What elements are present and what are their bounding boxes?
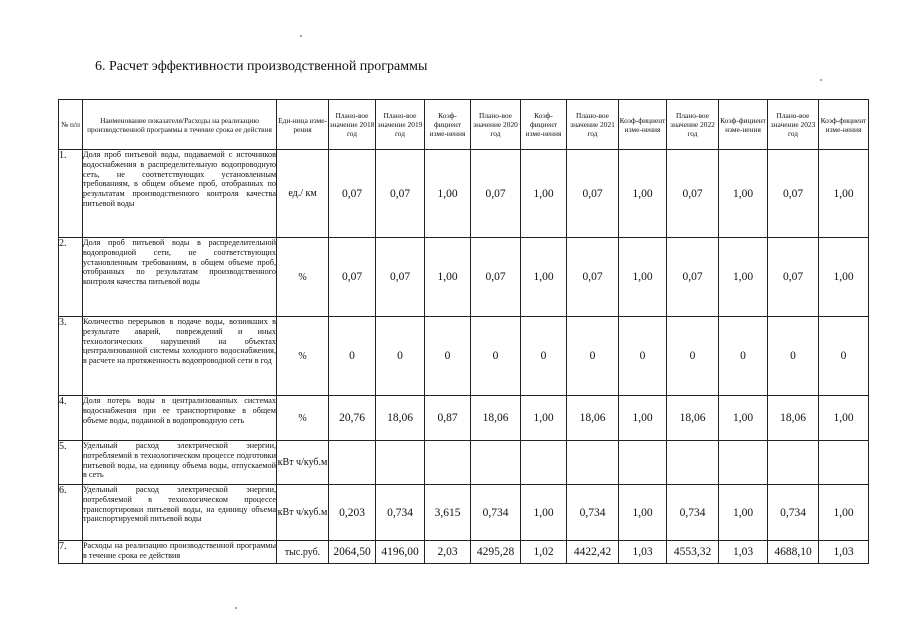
indicator-name: Количество перерывов в подаче воды, возникших в результате аварий, повреждений и иных технологических нарушений на объектах централизованной системы холодного водоснабжения, в расчете на протяженность водопроводной сети в год — [83, 317, 277, 396]
value-cell — [376, 441, 425, 485]
unit-cell: % — [277, 238, 329, 317]
table-row — [59, 238, 869, 317]
value-cell: 1,00 — [719, 485, 768, 541]
value-cell: 0,07 — [471, 150, 521, 238]
col-header: Наименование показателя/Расходы на реализацию производственной программы в течение срока ее действия — [83, 100, 277, 150]
unit-cell: кВт ч/куб.м — [277, 441, 329, 485]
col-header: Еди-ница изме-рения — [277, 100, 329, 150]
value-cell — [329, 441, 376, 485]
indicator-name: Доля проб питьевой воды, подаваемой с источников водоснабжения в распределительную водопроводную сеть, не соответствующих установленным требованиям, в общем объеме проб, отобранных по результатам производственного контроля качества питьевой воды — [83, 150, 277, 238]
row-number: 6. — [59, 485, 83, 541]
indicator-name: Доля проб питьевой воды в распределительной водопроводной сети, не соответствующих установленным требованиям, в общем объеме проб, отобранных по результатам производственного контроля качества питьевой воды — [83, 238, 277, 317]
col-header: Плано-вое значение 2020 год — [471, 100, 521, 150]
value-cell — [719, 441, 768, 485]
row-number: 1. — [59, 150, 83, 238]
value-cell: 4553,32 — [667, 541, 719, 564]
value-cell: 1,00 — [619, 238, 667, 317]
value-cell: 4196,00 — [376, 541, 425, 564]
value-cell: 1,00 — [819, 485, 869, 541]
value-cell — [768, 441, 819, 485]
col-header: Плано-вое значение 2018 год — [329, 100, 376, 150]
value-cell: 1,00 — [521, 396, 567, 441]
value-cell: 0,07 — [567, 150, 619, 238]
value-cell: 0 — [425, 317, 471, 396]
scan-speck — [300, 35, 302, 37]
value-cell: 0,734 — [376, 485, 425, 541]
table-row — [59, 485, 869, 541]
table-row — [59, 317, 869, 396]
value-cell: 18,06 — [667, 396, 719, 441]
value-cell: 18,06 — [567, 396, 619, 441]
section-title: 6. Расчет эффективности производственной программы — [95, 59, 428, 74]
col-header: Коэф-фициент изме-нения — [819, 100, 869, 150]
value-cell: 4422,42 — [567, 541, 619, 564]
header-row — [59, 100, 869, 150]
table-row — [59, 441, 869, 485]
value-cell: 1,00 — [619, 396, 667, 441]
value-cell: 0,07 — [768, 150, 819, 238]
value-cell: 1,03 — [819, 541, 869, 564]
unit-cell: тыс.руб. — [277, 541, 329, 564]
value-cell — [819, 441, 869, 485]
col-header: Плано-вое значение 2021 год — [567, 100, 619, 150]
col-header: Плано-вое значение 2019 год — [376, 100, 425, 150]
value-cell: 0,07 — [471, 238, 521, 317]
value-cell — [567, 441, 619, 485]
efficiency-table — [58, 99, 869, 564]
value-cell: 0,07 — [329, 150, 376, 238]
unit-cell: кВт ч/куб.м — [277, 485, 329, 541]
value-cell: 4688,10 — [768, 541, 819, 564]
row-number: 5. — [59, 441, 83, 485]
value-cell: 0,87 — [425, 396, 471, 441]
value-cell: 0,07 — [567, 238, 619, 317]
row-number: 2. — [59, 238, 83, 317]
value-cell: 1,00 — [521, 238, 567, 317]
value-cell: 1,00 — [619, 150, 667, 238]
value-cell: 1,00 — [819, 238, 869, 317]
value-cell: 0 — [521, 317, 567, 396]
value-cell: 1,00 — [819, 396, 869, 441]
value-cell: 1,00 — [719, 396, 768, 441]
indicator-name: Доля потерь воды в централизованных системах водоснабжения при ее транспортировке в общем объеме воды, поданной в водопроводную сеть — [83, 396, 277, 441]
value-cell: 18,06 — [768, 396, 819, 441]
row-number: 7. — [59, 541, 83, 564]
value-cell: 1,02 — [521, 541, 567, 564]
value-cell: 20,76 — [329, 396, 376, 441]
value-cell: 0,734 — [667, 485, 719, 541]
value-cell: 1,03 — [719, 541, 768, 564]
value-cell: 0,07 — [376, 238, 425, 317]
row-number: 3. — [59, 317, 83, 396]
value-cell: 4295,28 — [471, 541, 521, 564]
col-header: Коэф-фициент изме-нения — [425, 100, 471, 150]
value-cell: 0 — [329, 317, 376, 396]
value-cell: 1,00 — [425, 238, 471, 317]
value-cell: 0,07 — [768, 238, 819, 317]
table-row — [59, 541, 869, 564]
value-cell: 0 — [471, 317, 521, 396]
unit-cell: ед./ км — [277, 150, 329, 238]
indicator-name: Удельный расход электрической энергии, потребляемой в технологическом процессе транспортировки питьевой воды, на единицу объема транспортируемой питьевой воды — [83, 485, 277, 541]
value-cell: 2064,50 — [329, 541, 376, 564]
col-header: Коэф-фициент изме-нения — [521, 100, 567, 150]
indicator-name: Расходы на реализацию производственной программы в течение срока ее действия — [83, 541, 277, 564]
col-header: Плано-вое значение 2023 год — [768, 100, 819, 150]
unit-cell: % — [277, 317, 329, 396]
col-header: Коэф-фициент изме-нения — [619, 100, 667, 150]
value-cell — [471, 441, 521, 485]
table-row — [59, 150, 869, 238]
value-cell: 0,734 — [471, 485, 521, 541]
value-cell: 0,07 — [329, 238, 376, 317]
value-cell: 0,734 — [768, 485, 819, 541]
value-cell: 3,615 — [425, 485, 471, 541]
value-cell: 18,06 — [471, 396, 521, 441]
value-cell: 1,00 — [425, 150, 471, 238]
value-cell: 1,03 — [619, 541, 667, 564]
value-cell: 0 — [768, 317, 819, 396]
value-cell: 0 — [567, 317, 619, 396]
row-number: 4. — [59, 396, 83, 441]
col-header: Коэф-фициент изме-нения — [719, 100, 768, 150]
value-cell: 0 — [667, 317, 719, 396]
value-cell: 0,07 — [667, 238, 719, 317]
value-cell: 2,03 — [425, 541, 471, 564]
scan-speck — [235, 607, 237, 609]
value-cell: 0 — [376, 317, 425, 396]
value-cell: 0,07 — [376, 150, 425, 238]
value-cell — [521, 441, 567, 485]
value-cell — [425, 441, 471, 485]
value-cell: 0,203 — [329, 485, 376, 541]
value-cell: 1,00 — [619, 485, 667, 541]
indicator-name: Удельный расход электрической энергии, потребляемой в технологическом процессе подготовки питьевой воды, на единицу объема воды, отпускаемой в сеть — [83, 441, 277, 485]
table-row — [59, 396, 869, 441]
value-cell: 1,00 — [819, 150, 869, 238]
value-cell: 1,00 — [521, 150, 567, 238]
value-cell: 0 — [619, 317, 667, 396]
unit-cell: % — [277, 396, 329, 441]
value-cell: 0,734 — [567, 485, 619, 541]
value-cell: 0,07 — [667, 150, 719, 238]
scan-speck — [820, 79, 822, 81]
value-cell: 1,00 — [719, 238, 768, 317]
col-header: № п/п — [59, 100, 83, 150]
value-cell: 18,06 — [376, 396, 425, 441]
value-cell: 0 — [819, 317, 869, 396]
value-cell: 0 — [719, 317, 768, 396]
value-cell: 1,00 — [719, 150, 768, 238]
value-cell — [619, 441, 667, 485]
col-header: Плано-вое значение 2022 год — [667, 100, 719, 150]
value-cell: 1,00 — [521, 485, 567, 541]
value-cell — [667, 441, 719, 485]
